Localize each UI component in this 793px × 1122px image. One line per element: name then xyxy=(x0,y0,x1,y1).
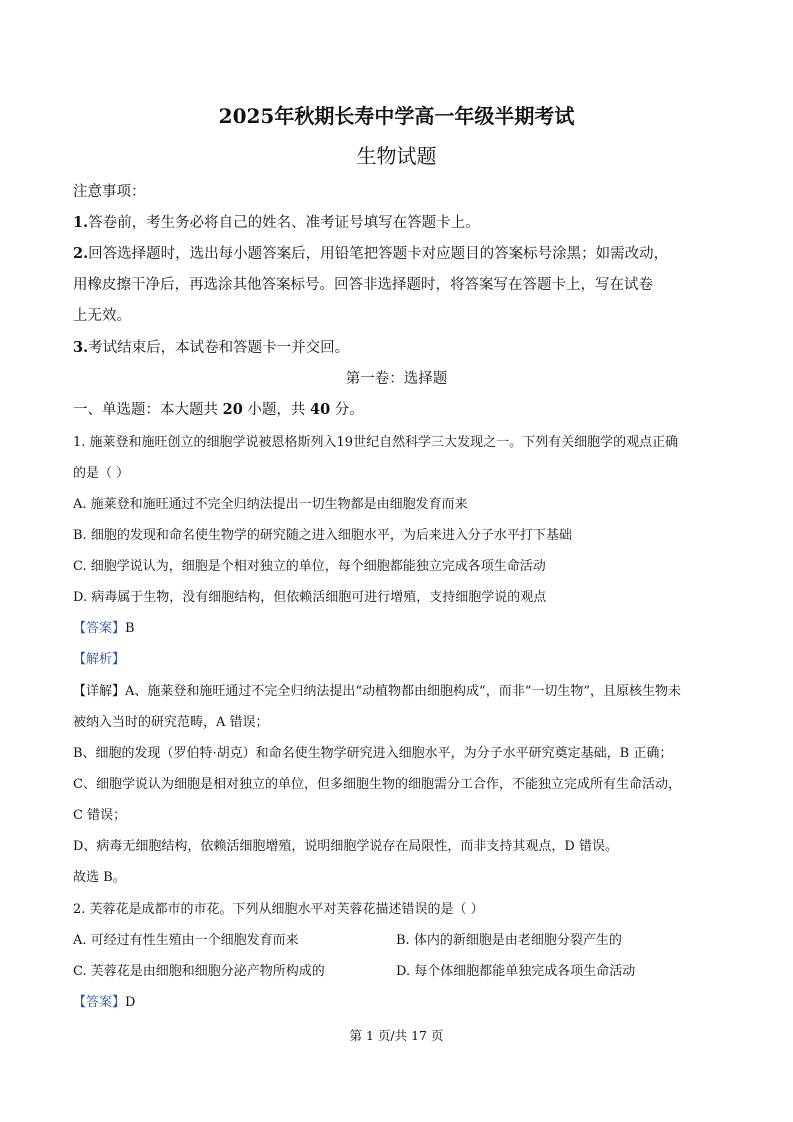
q1-option-a: A. 施莱登和施旺通过不完全归纳法提出一切生物都是由细胞发育而来 xyxy=(73,497,468,512)
q1-detail-line-1: 【详解】A、施莱登和施旺通过不完全归纳法提出“动植物都由细胞构成”，而非“一切生物”，且原核生物未 xyxy=(73,684,681,699)
exam-title: 2025年秋期长寿中学高一年级半期考试 xyxy=(218,104,575,128)
q1-detail-line-2: 被纳入当时的研究范畴，A 错误； xyxy=(73,715,269,730)
exam-subtitle: 生物试题 xyxy=(356,144,437,168)
section-subtitle: 一、单选题：本大题共 20 小题，共 40 分。 xyxy=(73,401,364,418)
notice-heading: 注意事项： xyxy=(73,184,146,200)
q1-stem-line-2: 的是（ ） xyxy=(73,466,130,481)
q1-stem-line-1: 1. 施莱登和施旺创立的细胞学说被恩格斯列入19世纪自然科学三大发现之一。下列有关细胞学的观点正确 xyxy=(73,435,679,450)
q2-option-c: C. 芙蓉花是由细胞和细胞分泌产物所构成的 xyxy=(73,964,325,979)
notice-item-2-line-3: 上无效。 xyxy=(73,308,131,324)
section-title: 第一卷：选择题 xyxy=(345,371,448,387)
q1-option-c: C. 细胞学说认为，细胞是个相对独立的单位，每个细胞都能独立完成各项生命活动 xyxy=(73,559,546,574)
q1-answer: 【答案】B xyxy=(73,621,135,636)
q2-options-row-2 xyxy=(73,960,723,979)
notice-item-1: 1.答卷前，考生务必将自己的姓名、准考证号填写在答题卡上。 xyxy=(73,214,480,231)
q2-option-b: B. 体内的新细胞是由老细胞分裂产生的 xyxy=(396,933,622,948)
q1-detail-line-5: C 错误； xyxy=(73,808,127,823)
q2-answer: 【答案】D xyxy=(73,995,136,1010)
notice-item-2: 2.回答选择题时，选出每小题答案后，用铅笔把答题卡对应题目的答案标号涂黑；如需改动， xyxy=(73,245,669,262)
q2-stem: 2. 芙蓉花是成都市的市花。下列从细胞水平对芙蓉花描述错误的是（ ） xyxy=(73,902,484,917)
notice-item-2-line-2: 用橡皮擦干净后，再选涂其他答案标号。回答非选择题时，将答案写在答题卡上，写在试卷 xyxy=(73,277,653,293)
q1-detail-line-4: C、细胞学说认为细胞是相对独立的单位，但多细胞生物的细胞需分工合作，不能独立完成所有生命活动， xyxy=(73,777,681,792)
q1-option-b: B. 细胞的发现和命名使生物学的研究随之进入细胞水平，为后来进入分子水平打下基础 xyxy=(73,528,572,543)
q1-option-d: D. 病毒属于生物，没有细胞结构，但依赖活细胞可进行增殖，支持细胞学说的观点 xyxy=(73,590,547,605)
q2-option-a: A. 可经过有性生殖由一个细胞发育而来 xyxy=(73,933,299,948)
q1-analysis-label: 【解析】 xyxy=(73,652,126,667)
notice-item-3: 3.考试结束后，本试卷和答题卡一并交回。 xyxy=(73,339,350,356)
q2-option-d: D. 每个体细胞都能单独完成各项生命活动 xyxy=(396,964,636,979)
q1-conclusion: 故选 B。 xyxy=(73,870,126,885)
q1-detail-line-6: D、病毒无细胞结构，依赖活细胞增殖，说明细胞学说存在局限性，而非支持其观点，D 错误。 xyxy=(73,839,618,854)
q1-detail-line-3: B、细胞的发现（罗伯特·胡克）和命名使生物学研究进入细胞水平，为分子水平研究奠定基础，B 正确； xyxy=(73,746,673,761)
q2-options-row-1 xyxy=(73,929,723,948)
page-number: 第 1 页/共 17 页 xyxy=(349,1028,444,1043)
